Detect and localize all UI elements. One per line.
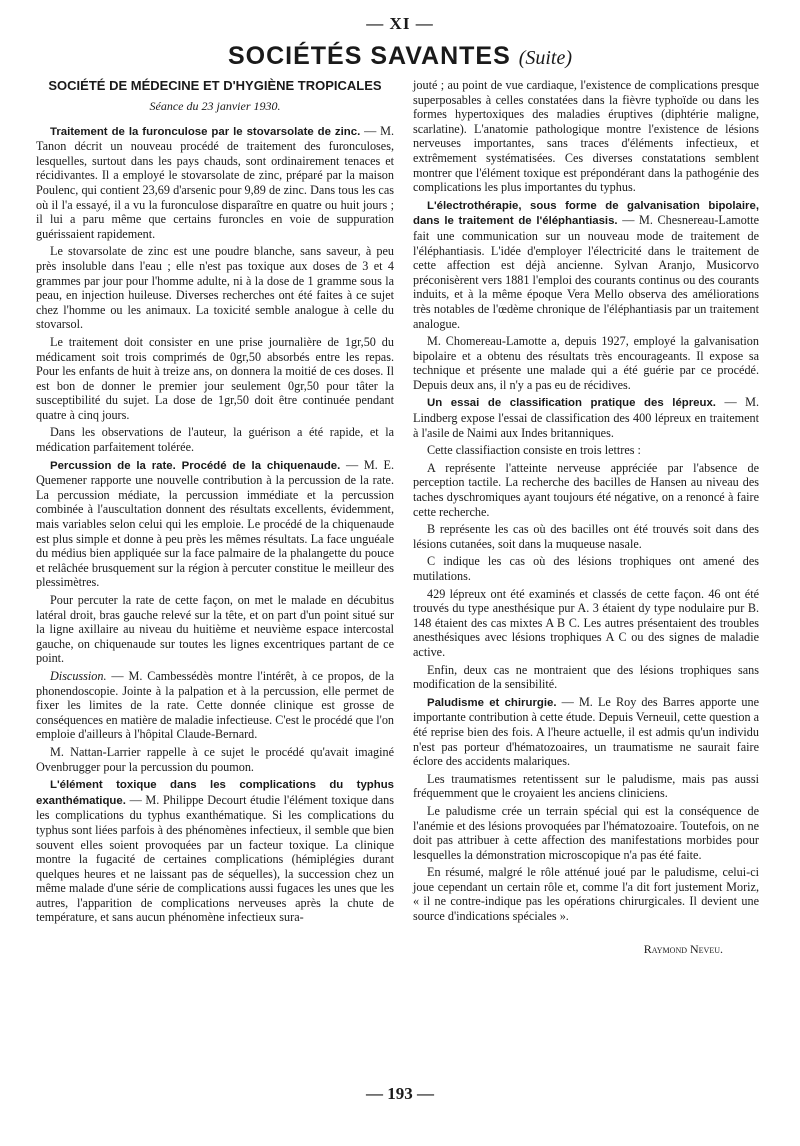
article-paragraph: C indique les cas où des lésions trophiques ont amené des mutilations. (413, 554, 759, 583)
author-signature: Raymond Neveu. (643, 941, 723, 956)
article-paragraph: Pour percuter la rate de cette façon, on met le malade en décubitus latéral droit, bras gauche relevé sur la tête, et on part d'un point situé sur la ligne axillaire au niveau du huitième et neuvième espace intercostal gauche, on chiquenaude sur toutes les lignes excentriques partant de ce point. (36, 593, 394, 666)
article-paragraph: Cette classifiaction consiste en trois lettres : (427, 443, 641, 458)
page-title (0, 42, 800, 71)
section-title-suffix: (Suite) (518, 47, 573, 69)
article-paragraph: M. Chomereau-Lamotte a, depuis 1927, employé la galvanisation bipolaire et a obtenu des résultats très encourageants. Il expose sa technique et présente une malade qui a été guérie par ce procédé. Depuis deux ans, il n'y a pas eu de récidives. (413, 334, 759, 392)
article-paragraph: Enfin, deux cas ne montraient que des lésions trophiques sans modification de la sensibilité. (413, 662, 759, 692)
page-number: — 193 — (366, 1084, 434, 1103)
article-heading: Traitement de la furonculose par le stovarsolate de zinc. (50, 125, 361, 138)
article-heading: Percussion de la rate. Procédé de la chiquenaude. (50, 459, 341, 472)
article-paragraph: jouté ; au point de vue cardiaque, l'existence de complications presque superposables à celles constatées dans la fièvre typhoïde ou dans les formes hypertoxiques des maladies éruptives (diphtérie maligne, scarlatine). L'anatomie pathologique montre l'existence de lésions nerveuses importantes, sans traces d'éléments infectieux, et extrêmement systématisées. Ces diverses constatations semblent montrer que l'élément toxique est prépondérant dans la pathogénie des complications les plus importantes du typhus. (413, 78, 759, 195)
article-paragraph: L'électrothérapie, sous forme de galvanisation bipolaire, dans le traitement de l'éléphantiasis. — M. Chesnereau-Lamotte fait une communication sur un nouveau mode de traitement de l'éléphantiasis. L'idée d'employer l'électricité dans le traitement de cette affection est déjà ancienne. Sylvan Aranjo, Musicorvo préconisèrent vers 1881 l'emploi des courants continus ou des courants induits, et à la même époque Vera Mello observa des améliorations très notables de l'œdème chronique de l'éléphantiasis par un traitement analogue. (413, 199, 759, 331)
page-number-roman: — XI — (366, 14, 434, 33)
article-paragraph: Le stovarsolate de zinc est une poudre blanche, sans saveur, à peu près insoluble dans l'eau ; elle n'est pas toxique aux doses de 3 et 4 grammes par jour pour l'homme adulte, ni à la dose de 1 gramme sous la peau, en injection huileuse. Diverses recherches ont été faites à ce sujet chez l'homme ou les animaux. La toxicité semble analogue à celle du stovarsol. (36, 244, 394, 332)
article-heading: L'électrothérapie, sous forme de galvanisation bipolaire, dans le traitement de l'éléphantiasis. (413, 199, 759, 228)
left-column (36, 78, 394, 928)
article-paragraph: Dans les observations de l'auteur, la guérison a été rapide, et la médication parfaitement tolérée. (36, 425, 394, 455)
article-paragraph: En résumé, malgré le rôle atténué joué par le paludisme, celui-ci joue cependant un certain rôle et, comme l'a dit fort justement Moriz, « il ne contre-indique pas les opérations chirurgicales. Il devient une source d'indications spéciales ». (413, 865, 759, 924)
discussion-label: Discussion. (50, 668, 107, 683)
society-title: SOCIÉTÉ DE MÉDECINE ET D'HYGIÈNE TROPICALES (48, 78, 382, 93)
article-paragraph: A représente l'atteinte nerveuse appréciée par l'absence de perception tactile. La recherche des bacilles de Hansen au niveau des taches dyschromiques ayant toujours été négative, on a renoncé à faire cette recherche. (413, 460, 759, 519)
article-heading: L'élément toxique dans les complications du typhus exanthématique. (36, 779, 394, 807)
article-paragraph: Traitement de la furonculose par le stovarsolate de zinc. — M. Tanon décrit un nouveau procédé de traitement des furonculoses, lesquelles, surtout dans les pays chauds, sont ordinairement tenaces et récidivantes. Il a employé le stovarsolate de zinc, préparé par la maison Poulenc, qui contient 23,69 d'arsenic pour 9,89 de zinc. Dans tous les cas où il l'a essayé, il a vu la furonculose disparaître en quatre ou huit jours ; il lui a paru même que certains furoncles en voie de suppuration guérissaient rapidement. (36, 123, 395, 241)
article-heading: Paludisme et chirurgie. (427, 696, 557, 709)
article-paragraph: L'élément toxique dans les complications du typhus exanthématique. — M. Philippe Decourt étudie l'élément toxique dans les complications du typhus exanthématique. Si les complications du typhus sont liées parfois à des phénomènes infectieux, il semble que bien souvent elles soient provoquées par un facteur toxique. La clinique montre la fugacité de certaines complications (hémiplégies durant quelques heures et ne laissant pas de séquelles), la succession chez un même malade d'une série de complications aussi fugaces les unes que les autres, l'apparition de complications nerveuses après la chute de température, et sans aucun phénomène infectieux sura- (36, 779, 395, 925)
article-paragraph: B représente les cas où des bacilles ont été trouvés soit dans des lésions cutanées, soit dans la muqueuse nasale. (413, 522, 759, 551)
article-paragraph: Le paludisme crée un terrain spécial qui est la conséquence de l'anémie et des lésions provoquées par l'hématozoaire. Toutefois, on ne doit pas attribuer à cette affection des manifestations morbides pour lesquelles la démonstration microscopique n'a pas été faite. (413, 803, 759, 862)
article-paragraph: Discussion. — M. Cambessédès montre l'intérêt, à ce propos, de la phonendoscopie. Jointe à la palpation et à la percussion, elle permet de fixer les limites de la rate. Cette donnée clinique est grosse de conséquences en matière de maladie infectieuse. C'est le procédé que l'on emploie d'ailleurs à l'hôpital Claude-Bernard. (36, 668, 395, 742)
article-paragraph: Le traitement doit consister en une prise journalière de 1gr,50 du médicament soit trois comprimés de 0gr,50 absorbés entre les repas. Pour les enfants de huit à treize ans, on donnera la moitié de ces doses. Il est bon de donner le premier jour seulement 0gr,50 pour tâter la susceptibilité du sujet. La dose de 1gr,50 doit être continuée pendant quatre à cinq jours. (36, 334, 394, 422)
article-paragraph: Percussion de la rate. Procédé de la chiquenaude. — M. E. Quemener rapporte une nouvelle contribution à la percussion de la rate. La percussion médiate, la percussion immédiate et la percussion combinée à l'auscultation donnent des résultats excellents, évidemment, mais variables selon celui qui les emploie. Le procédé de la chiquenaude est plus simple et donne à peu près les mêmes résultats. La face unguéale du médius bien appliquée sur la face palmaire de la phalangette du pouce et relâchée brusquement sur la région à percuter constitue le meilleur des plessimètres. (36, 457, 394, 590)
article-heading: Un essai de classification pratique des lépreux. (427, 397, 716, 410)
article-paragraph: Les traumatismes retentissent sur le paludisme, mais pas aussi fréquemment que le croyaient les anciens cliniciens. (413, 771, 759, 801)
session-date: Séance du 23 janvier 1930. (149, 99, 281, 113)
right-column (413, 78, 759, 956)
section-title: SOCIÉTÉS SAVANTES (227, 42, 511, 70)
article-paragraph: Un essai de classification pratique des lépreux. — M. Lindberg expose l'essai de classification des 400 lépreux en traitement à l'asile de Naimi aux Indes britanniques. (413, 395, 760, 440)
article-paragraph: Paludisme et chirurgie. — M. Le Roy des Barres apporte une importante contribution à cette étude. Depuis Verneuil, cette question a été reprise bien des fois. A l'heure actuelle, il est admis qu'un individu n'est pas porteur d'hématozoaires, un traumatisme ne saurait faire éclore des accidents malariques. (413, 694, 760, 769)
article-paragraph: 429 lépreux ont été examinés et classés de cette façon. 46 ont été trouvés du type anesthésique pur A. 3 étaient dy type nodulaire pur B. 148 étaient des cas mixtes A B C. Les autres présentaient des troubles anesthésiques avec lésions trophiques A C ou des signes de maladie active. (413, 586, 759, 659)
article-paragraph: M. Nattan-Larrier rappelle à ce sujet le procédé qu'avait imaginé Ovenbrugger pour la percussion du poumon. (36, 744, 394, 774)
